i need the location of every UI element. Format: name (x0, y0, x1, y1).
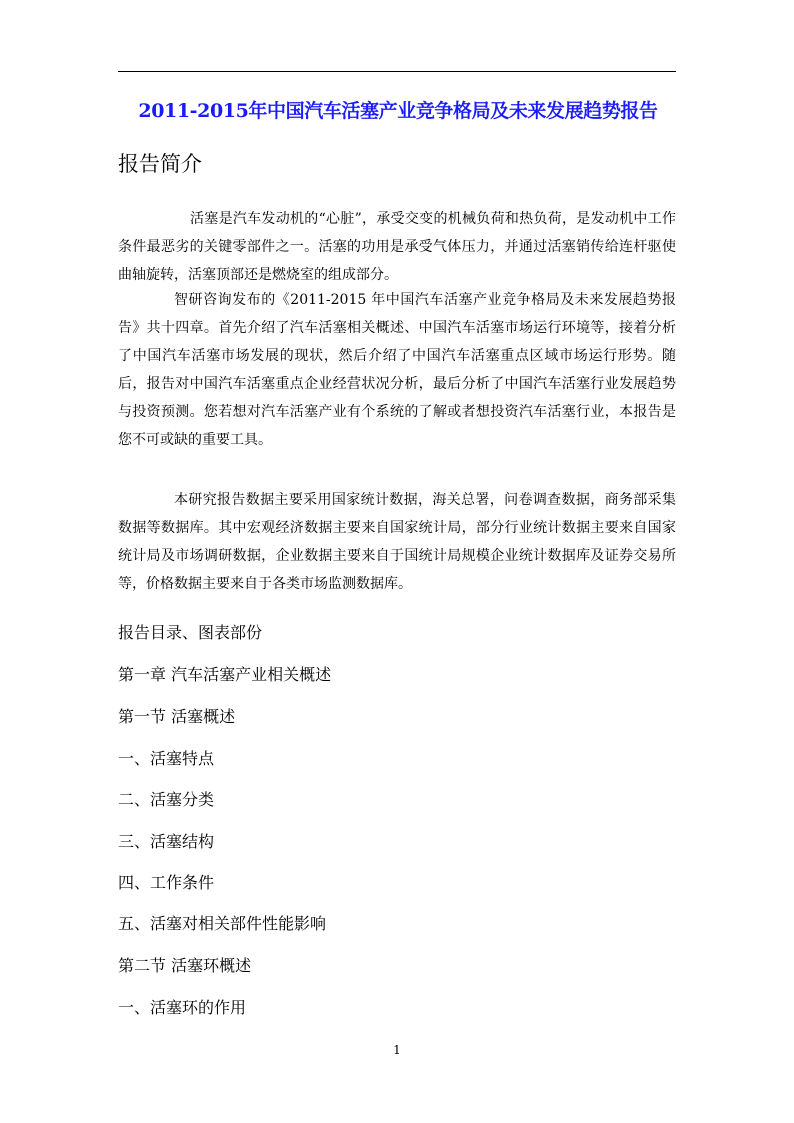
intro-paragraph-2: 智研咨询发布的《2011-2015 年中国汽车活塞产业竞争格局及未来发展趋势报告》共十四章。首先介绍了汽车活塞相关概述、中国汽车活塞市场运行环境等，接着分析了中国汽车活塞市场发展的现状，然后介绍了中国汽车活塞重点区域市场运行形势。随后，报告对中国汽车活塞重点企业经营状况分析，最后分析了中国汽车活塞行业发展趋势与投资预测。您若想对汽车活塞产业有个系统的了解或者想投资汽车活塞行业，本报告是您不可或缺的重要工具。 (118, 292, 676, 448)
toc-item-1-1-3: 三、活塞结构 (118, 832, 215, 851)
intro-paragraph-1: 活塞是汽车发动机的“心脏”，承受交变的机械负荷和热负荷，是发动机中工作条件最恶劣的关键零部件之一。活塞的功用是承受气体压力，并通过活塞销传给连杆驱使曲轴旋转，活塞顶部还是燃烧室的组成部分。 (118, 211, 676, 283)
toc-item-1-1-5: 五、活塞对相关部件性能影响 (118, 914, 327, 933)
section-heading-intro: 报告简介 (118, 152, 202, 176)
toc-item-1-2-1: 一、活塞环的作用 (118, 998, 247, 1017)
toc-item-1-1-2: 二、活塞分类 (118, 790, 215, 809)
page-number: 1 (393, 1043, 401, 1057)
toc-item-1-1-1: 一、活塞特点 (118, 749, 215, 768)
toc-section-1-1: 第一节 活塞概述 (118, 707, 236, 726)
toc-section-1-2: 第二节 活塞环概述 (118, 956, 252, 975)
toc-chapter-1: 第一章 汽车活塞产业相关概述 (118, 665, 332, 684)
intro-paragraph-3: 本研究报告数据主要采用国家统计数据，海关总署，问卷调查数据，商务部采集数据等数据库。其中宏观经济数据主要来自国家统计局，部分行业统计数据主要来自国家统计局及市场调研数据，企业数据主要来自于国统计局规模企业统计数据库及证券交易所等，价格数据主要来自于各类市场监测数据库。 (118, 492, 676, 592)
toc-item-1-1-4: 四、工作条件 (118, 873, 215, 892)
header-rule (118, 71, 676, 72)
document-title: 2011-2015年中国汽车活塞产业竞争格局及未来发展趋势报告 (138, 100, 658, 122)
toc-heading: 报告目录、图表部份 (118, 623, 263, 642)
